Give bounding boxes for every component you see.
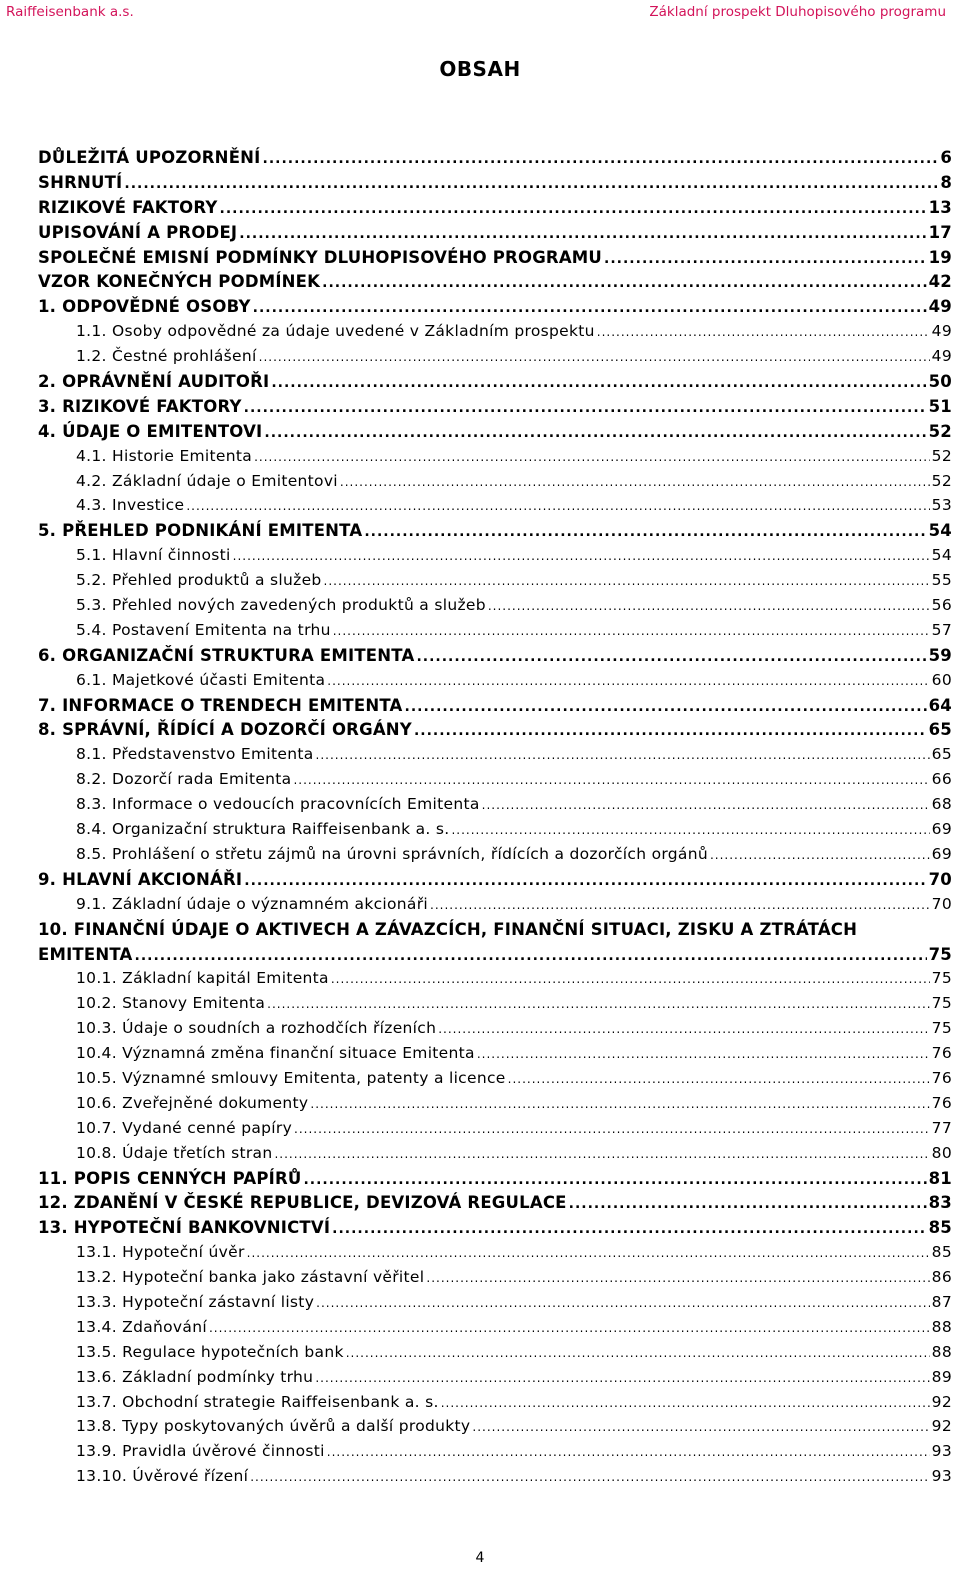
toc-entry-label: 11. POPIS CENNÝCH PAPÍRŮ — [38, 1168, 302, 1188]
toc-entry-page: 75 — [931, 1019, 952, 1038]
toc-entry-page: 88 — [931, 1342, 952, 1361]
dot-leader — [430, 898, 930, 912]
toc-entry-label: 13.6. Základní podmínky trhu — [76, 1367, 314, 1386]
dot-leader — [441, 1396, 930, 1410]
dot-leader — [508, 1072, 930, 1086]
toc-entry-label: 7. INFORMACE O TRENDECH EMITENTA — [38, 695, 403, 715]
toc-entry-label: 8.1. Představenstvo Emitenta — [76, 745, 314, 764]
dot-leader — [263, 151, 939, 167]
toc-entry-page: 85 — [928, 1218, 952, 1238]
toc-entry-label: 8.3. Informace o vedoucích pracovnících Emitenta — [76, 795, 480, 814]
toc-entry[interactable] — [38, 646, 952, 671]
dot-leader — [233, 549, 930, 563]
toc-subentry[interactable] — [38, 322, 952, 347]
toc-subentry[interactable] — [38, 1044, 952, 1069]
toc-entry-label: 13.10. Úvěrové řízení — [76, 1467, 249, 1486]
toc-subentry[interactable] — [38, 596, 952, 621]
toc-entry-label: 1.2. Čestné prohlášení — [76, 347, 257, 366]
dot-leader — [438, 1022, 929, 1036]
toc-entry-page: 49 — [931, 347, 952, 366]
toc-entry[interactable] — [38, 422, 952, 447]
dot-leader — [477, 1047, 930, 1061]
toc-entry-page: 92 — [931, 1392, 952, 1411]
dot-leader — [124, 176, 938, 192]
toc-entry[interactable] — [38, 1169, 952, 1194]
toc-entry-label: SHRNUTÍ — [38, 172, 123, 192]
dot-leader — [569, 1196, 927, 1212]
toc-subentry[interactable] — [38, 1318, 952, 1343]
toc-entry[interactable] — [38, 1193, 952, 1218]
dot-leader — [303, 1172, 926, 1188]
toc-entry-page: 6 — [940, 148, 952, 167]
toc-subentry[interactable] — [38, 994, 952, 1019]
toc-entry-page: 49 — [931, 322, 952, 341]
dot-leader — [244, 400, 927, 416]
toc-entry-label: 10.2. Stanovy Emitenta — [76, 994, 266, 1013]
dot-leader — [597, 325, 930, 339]
page-header — [6, 4, 946, 22]
dot-leader — [327, 1445, 930, 1459]
toc-entry[interactable] — [38, 223, 952, 248]
toc-entry-page: 76 — [931, 1093, 952, 1112]
toc-entry[interactable] — [38, 248, 952, 273]
toc-entry-label: 5.4. Postavení Emitenta na trhu — [76, 620, 331, 639]
toc-entry-page: 76 — [931, 1068, 952, 1087]
toc-subentry[interactable] — [38, 1268, 952, 1293]
toc-entry-label: 8. SPRÁVNÍ, ŘÍDÍCÍ A DOZORČÍ ORGÁNY — [38, 720, 412, 740]
dot-leader — [267, 997, 930, 1011]
toc-entry-page: 51 — [928, 396, 952, 416]
toc-entry-label: 4.1. Historie Emitenta — [76, 446, 253, 465]
toc-entry[interactable] — [38, 696, 952, 721]
toc-entry-label: RIZIKOVÉ FAKTORY — [38, 197, 218, 217]
dot-leader — [482, 798, 930, 812]
toc-entry-page: 77 — [931, 1118, 952, 1137]
dot-leader — [332, 1221, 926, 1237]
toc-entry-page: 70 — [928, 869, 952, 889]
toc-entry[interactable] — [38, 521, 952, 546]
toc-entry[interactable] — [38, 173, 952, 198]
toc-entry-page: 93 — [931, 1467, 952, 1486]
dot-leader — [209, 1321, 930, 1335]
page-title: OBSAH — [439, 57, 521, 81]
header-issuer: Raiffeisenbank a.s. — [6, 4, 134, 20]
dot-leader — [426, 1271, 929, 1285]
dot-leader — [324, 574, 930, 588]
toc-subentry[interactable] — [38, 895, 952, 920]
toc-subentry[interactable] — [38, 447, 952, 472]
dot-leader — [220, 201, 927, 217]
toc-entry-page: 65 — [931, 745, 952, 764]
toc-entry-page: 69 — [931, 844, 952, 863]
toc-subentry[interactable] — [38, 1293, 952, 1318]
toc-entry-page: 87 — [931, 1292, 952, 1311]
toc-entry-label: 8.2. Dozorčí rada Emitenta — [76, 770, 292, 789]
dot-leader — [274, 1147, 929, 1161]
toc-entry-page: 76 — [931, 1044, 952, 1063]
toc-entry-label-line1[interactable]: 10. FINANČNÍ ÚDAJE O AKTIVECH A ZÁVAZCÍCH, FINANČNÍ SITUACI, ZISKU A ZTRÁTÁCH — [38, 919, 858, 939]
toc-subentry[interactable] — [38, 1467, 952, 1492]
toc-entry-page: 88 — [931, 1317, 952, 1336]
dot-leader — [294, 1122, 930, 1136]
toc-entry-page: 60 — [931, 670, 952, 689]
toc-entry[interactable] — [38, 297, 952, 322]
toc-entry-label: 10.8. Údaje třetích stran — [76, 1143, 273, 1162]
toc-entry-label: EMITENTA — [38, 944, 133, 964]
dot-leader — [264, 425, 926, 441]
toc-entry-page: 75 — [928, 944, 952, 964]
toc-entry[interactable] — [38, 372, 952, 397]
toc-entry-label: 1. ODPOVĚDNÉ OSOBY — [38, 297, 251, 317]
dot-leader — [310, 1097, 929, 1111]
toc-entry-label: 10.7. Vydané cenné papíry — [76, 1118, 293, 1137]
dot-leader — [259, 350, 930, 364]
toc-entry-label: 13. HYPOTEČNÍ BANKOVNICTVÍ — [38, 1218, 331, 1238]
toc-entry-label: DŮLEŽITÁ UPOZORNĚNÍ — [38, 148, 261, 167]
table-of-contents — [38, 148, 952, 1492]
dot-leader — [451, 823, 929, 837]
toc-entry-label: 13.2. Hypoteční banka jako zástavní věřitel — [76, 1268, 425, 1287]
toc-entry-page: 54 — [931, 546, 952, 565]
toc-entry-label: 13.9. Pravidla úvěrové činnosti — [76, 1442, 325, 1461]
toc-entry-label: 4. ÚDAJE O EMITENTOVI — [38, 421, 263, 441]
toc-entry-page: 70 — [931, 894, 952, 913]
toc-subentry[interactable] — [38, 546, 952, 571]
toc-subentry[interactable] — [38, 472, 952, 497]
toc-entry-label: 10.6. Zveřejněné dokumenty — [76, 1093, 309, 1112]
toc-entry-page: 86 — [931, 1268, 952, 1287]
toc-entry-label: UPISOVÁNÍ A PRODEJ — [38, 222, 238, 242]
toc-entry[interactable] — [38, 397, 952, 422]
toc-subentry[interactable] — [38, 1144, 952, 1169]
toc-entry-label: 4.2. Základní údaje o Emitentovi — [76, 471, 338, 490]
toc-entry-page: 53 — [931, 496, 952, 515]
toc-entry-page: 54 — [928, 521, 952, 541]
toc-entry-label: 3. RIZIKOVÉ FAKTORY — [38, 396, 242, 416]
dot-leader — [416, 649, 926, 665]
toc-subentry[interactable] — [38, 1343, 952, 1368]
dot-leader — [488, 599, 930, 613]
toc-subentry[interactable] — [38, 571, 952, 596]
toc-entry-page: 49 — [928, 297, 952, 317]
dot-leader — [331, 972, 930, 986]
toc-entry-page: 85 — [931, 1243, 952, 1262]
toc-entry-label: 10.5. Významné smlouvy Emitenta, patenty a licence — [76, 1068, 506, 1087]
toc-entry-label: 10.3. Údaje o soudních a rozhodčích řízeních — [76, 1019, 437, 1038]
dot-leader — [604, 251, 927, 267]
dot-leader — [253, 300, 927, 316]
dot-leader — [346, 1346, 930, 1360]
dot-leader — [239, 226, 926, 242]
toc-subentry[interactable] — [38, 496, 952, 521]
toc-entry-page: 69 — [931, 820, 952, 839]
toc-entry-label: 8.5. Prohlášení o střetu zájmů na úrovni správních, řídících a dozorčích orgánů — [76, 844, 708, 863]
dot-leader — [316, 748, 930, 762]
toc-entry-page: 52 — [931, 471, 952, 490]
toc-entry-label: 5.2. Přehled produktů a služeb — [76, 571, 322, 590]
toc-entry-page: 66 — [931, 770, 952, 789]
dot-leader — [340, 475, 930, 489]
toc-entry-page: 57 — [931, 620, 952, 639]
header-document-title: Základní prospekt Dluhopisového programu — [649, 4, 946, 20]
toc-entry-label: 2. OPRÁVNĚNÍ AUDITOŘI — [38, 372, 270, 392]
dot-leader — [316, 1296, 930, 1310]
toc-entry-page: 56 — [931, 596, 952, 615]
toc-entry[interactable] — [38, 1218, 952, 1243]
toc-entry-page: 19 — [928, 247, 952, 267]
toc-entry-page: 64 — [928, 695, 952, 715]
toc-entry-label: 6. ORGANIZAČNÍ STRUKTURA EMITENTA — [38, 645, 415, 665]
toc-entry-label: 9. HLAVNÍ AKCIONÁŘI — [38, 869, 243, 889]
toc-entry-page: 75 — [931, 994, 952, 1013]
toc-subentry[interactable] — [38, 1243, 952, 1268]
toc-subentry[interactable] — [38, 1119, 952, 1144]
toc-entry-label: 10.1. Základní kapitál Emitenta — [76, 969, 329, 988]
toc-entry-page: 93 — [931, 1442, 952, 1461]
toc-subentry[interactable] — [38, 1094, 952, 1119]
toc-entry-label: 4.3. Investice — [76, 496, 185, 515]
toc-entry-page: 83 — [928, 1193, 952, 1213]
toc-subentry[interactable] — [38, 745, 952, 770]
toc-entry-page: 59 — [928, 645, 952, 665]
toc-entry-page: 52 — [931, 446, 952, 465]
dot-leader — [414, 723, 927, 739]
toc-entry[interactable] — [38, 198, 952, 223]
dot-leader — [254, 450, 930, 464]
toc-subentry[interactable] — [38, 621, 952, 646]
dot-leader — [271, 375, 926, 391]
page-number: 4 — [475, 1550, 485, 1566]
dot-leader — [327, 674, 929, 688]
toc-entry-page: 52 — [928, 421, 952, 441]
toc-entry-label: 13.8. Typy poskytovaných úvěrů a další produkty — [76, 1417, 471, 1436]
toc-subentry[interactable] — [38, 795, 952, 820]
toc-entry-label: 1.1. Osoby odpovědné za údaje uvedené v Základním prospektu — [76, 322, 595, 341]
toc-entry-page: 65 — [928, 720, 952, 740]
dot-leader — [244, 873, 926, 889]
toc-entry-label: 13.4. Zdaňování — [76, 1317, 207, 1336]
toc-entry-label: SPOLEČNÉ EMISNÍ PODMÍNKY DLUHOPISOVÉHO PROGRAMU — [38, 247, 603, 267]
toc-entry-label: 10.4. Významná změna finanční situace Emitenta — [76, 1044, 475, 1063]
toc-entry-page: 75 — [931, 969, 952, 988]
toc-entry-label: 13.1. Hypoteční úvěr — [76, 1243, 245, 1262]
toc-subentry[interactable] — [38, 845, 952, 870]
toc-subentry[interactable] — [38, 1442, 952, 1467]
toc-subentry[interactable] — [38, 820, 952, 845]
toc-entry-label: 12. ZDANĚNÍ V ČESKÉ REPUBLICE, DEVIZOVÁ REGULACE — [38, 1193, 567, 1213]
dot-leader — [322, 275, 926, 291]
toc-entry-label: 13.3. Hypoteční zástavní listy — [76, 1292, 315, 1311]
toc-subentry[interactable] — [38, 1019, 952, 1044]
toc-entry-page: 8 — [940, 172, 952, 192]
dot-leader — [135, 948, 927, 964]
dot-leader — [364, 524, 926, 540]
toc-entry-page: 80 — [931, 1143, 952, 1162]
dot-leader — [472, 1420, 929, 1434]
toc-entry-label: 13.5. Regulace hypotečních bank — [76, 1342, 344, 1361]
toc-entry-label: 8.4. Organizační struktura Raiffeisenbank a. s. — [76, 820, 450, 839]
toc-subentry[interactable] — [38, 671, 952, 696]
toc-subentry[interactable] — [38, 770, 952, 795]
toc-subentry[interactable] — [38, 1069, 952, 1094]
toc-entry-label: 13.7. Obchodní strategie Raiffeisenbank a. s. — [76, 1392, 439, 1411]
dot-leader — [247, 1246, 930, 1260]
toc-entry[interactable] — [38, 148, 952, 173]
toc-entry-page: 55 — [931, 571, 952, 590]
toc-subentry[interactable] — [38, 1368, 952, 1393]
toc-entry[interactable] — [38, 870, 952, 895]
dot-leader — [333, 624, 930, 638]
toc-entry-label: VZOR KONEČNÝCH PODMÍNEK — [38, 272, 321, 292]
toc-subentry[interactable] — [38, 1417, 952, 1442]
toc-entry-label: 5.1. Hlavní činnosti — [76, 546, 231, 565]
toc-entry-label: 5. PŘEHLED PODNIKÁNÍ EMITENTA — [38, 521, 363, 541]
toc-entry-label: 6.1. Majetkové účasti Emitenta — [76, 670, 326, 689]
toc-entry-label: 9.1. Základní údaje o významném akcionáři — [76, 894, 429, 913]
toc-entry-page: 89 — [931, 1367, 952, 1386]
toc-subentry[interactable] — [38, 1393, 952, 1418]
toc-entry-page: 92 — [931, 1417, 952, 1436]
dot-leader — [710, 848, 930, 862]
toc-entry[interactable] — [38, 720, 952, 745]
dot-leader — [250, 1470, 929, 1484]
dot-leader — [186, 499, 929, 513]
toc-entry-page: 50 — [928, 372, 952, 392]
toc-entry-label: 5.3. Přehled nových zavedených produktů a služeb — [76, 596, 486, 615]
dot-leader — [315, 1371, 929, 1385]
toc-entry-page: 42 — [928, 272, 952, 292]
toc-entry[interactable] — [38, 272, 952, 297]
dot-leader — [293, 773, 929, 787]
toc-entry[interactable] — [38, 945, 952, 970]
toc-entry-page: 81 — [928, 1168, 952, 1188]
toc-entry-page: 13 — [928, 197, 952, 217]
toc-entry-page: 17 — [928, 222, 952, 242]
toc-subentry[interactable] — [38, 969, 952, 994]
toc-entry-page: 68 — [931, 795, 952, 814]
dot-leader — [405, 699, 927, 715]
toc-subentry[interactable] — [38, 347, 952, 372]
